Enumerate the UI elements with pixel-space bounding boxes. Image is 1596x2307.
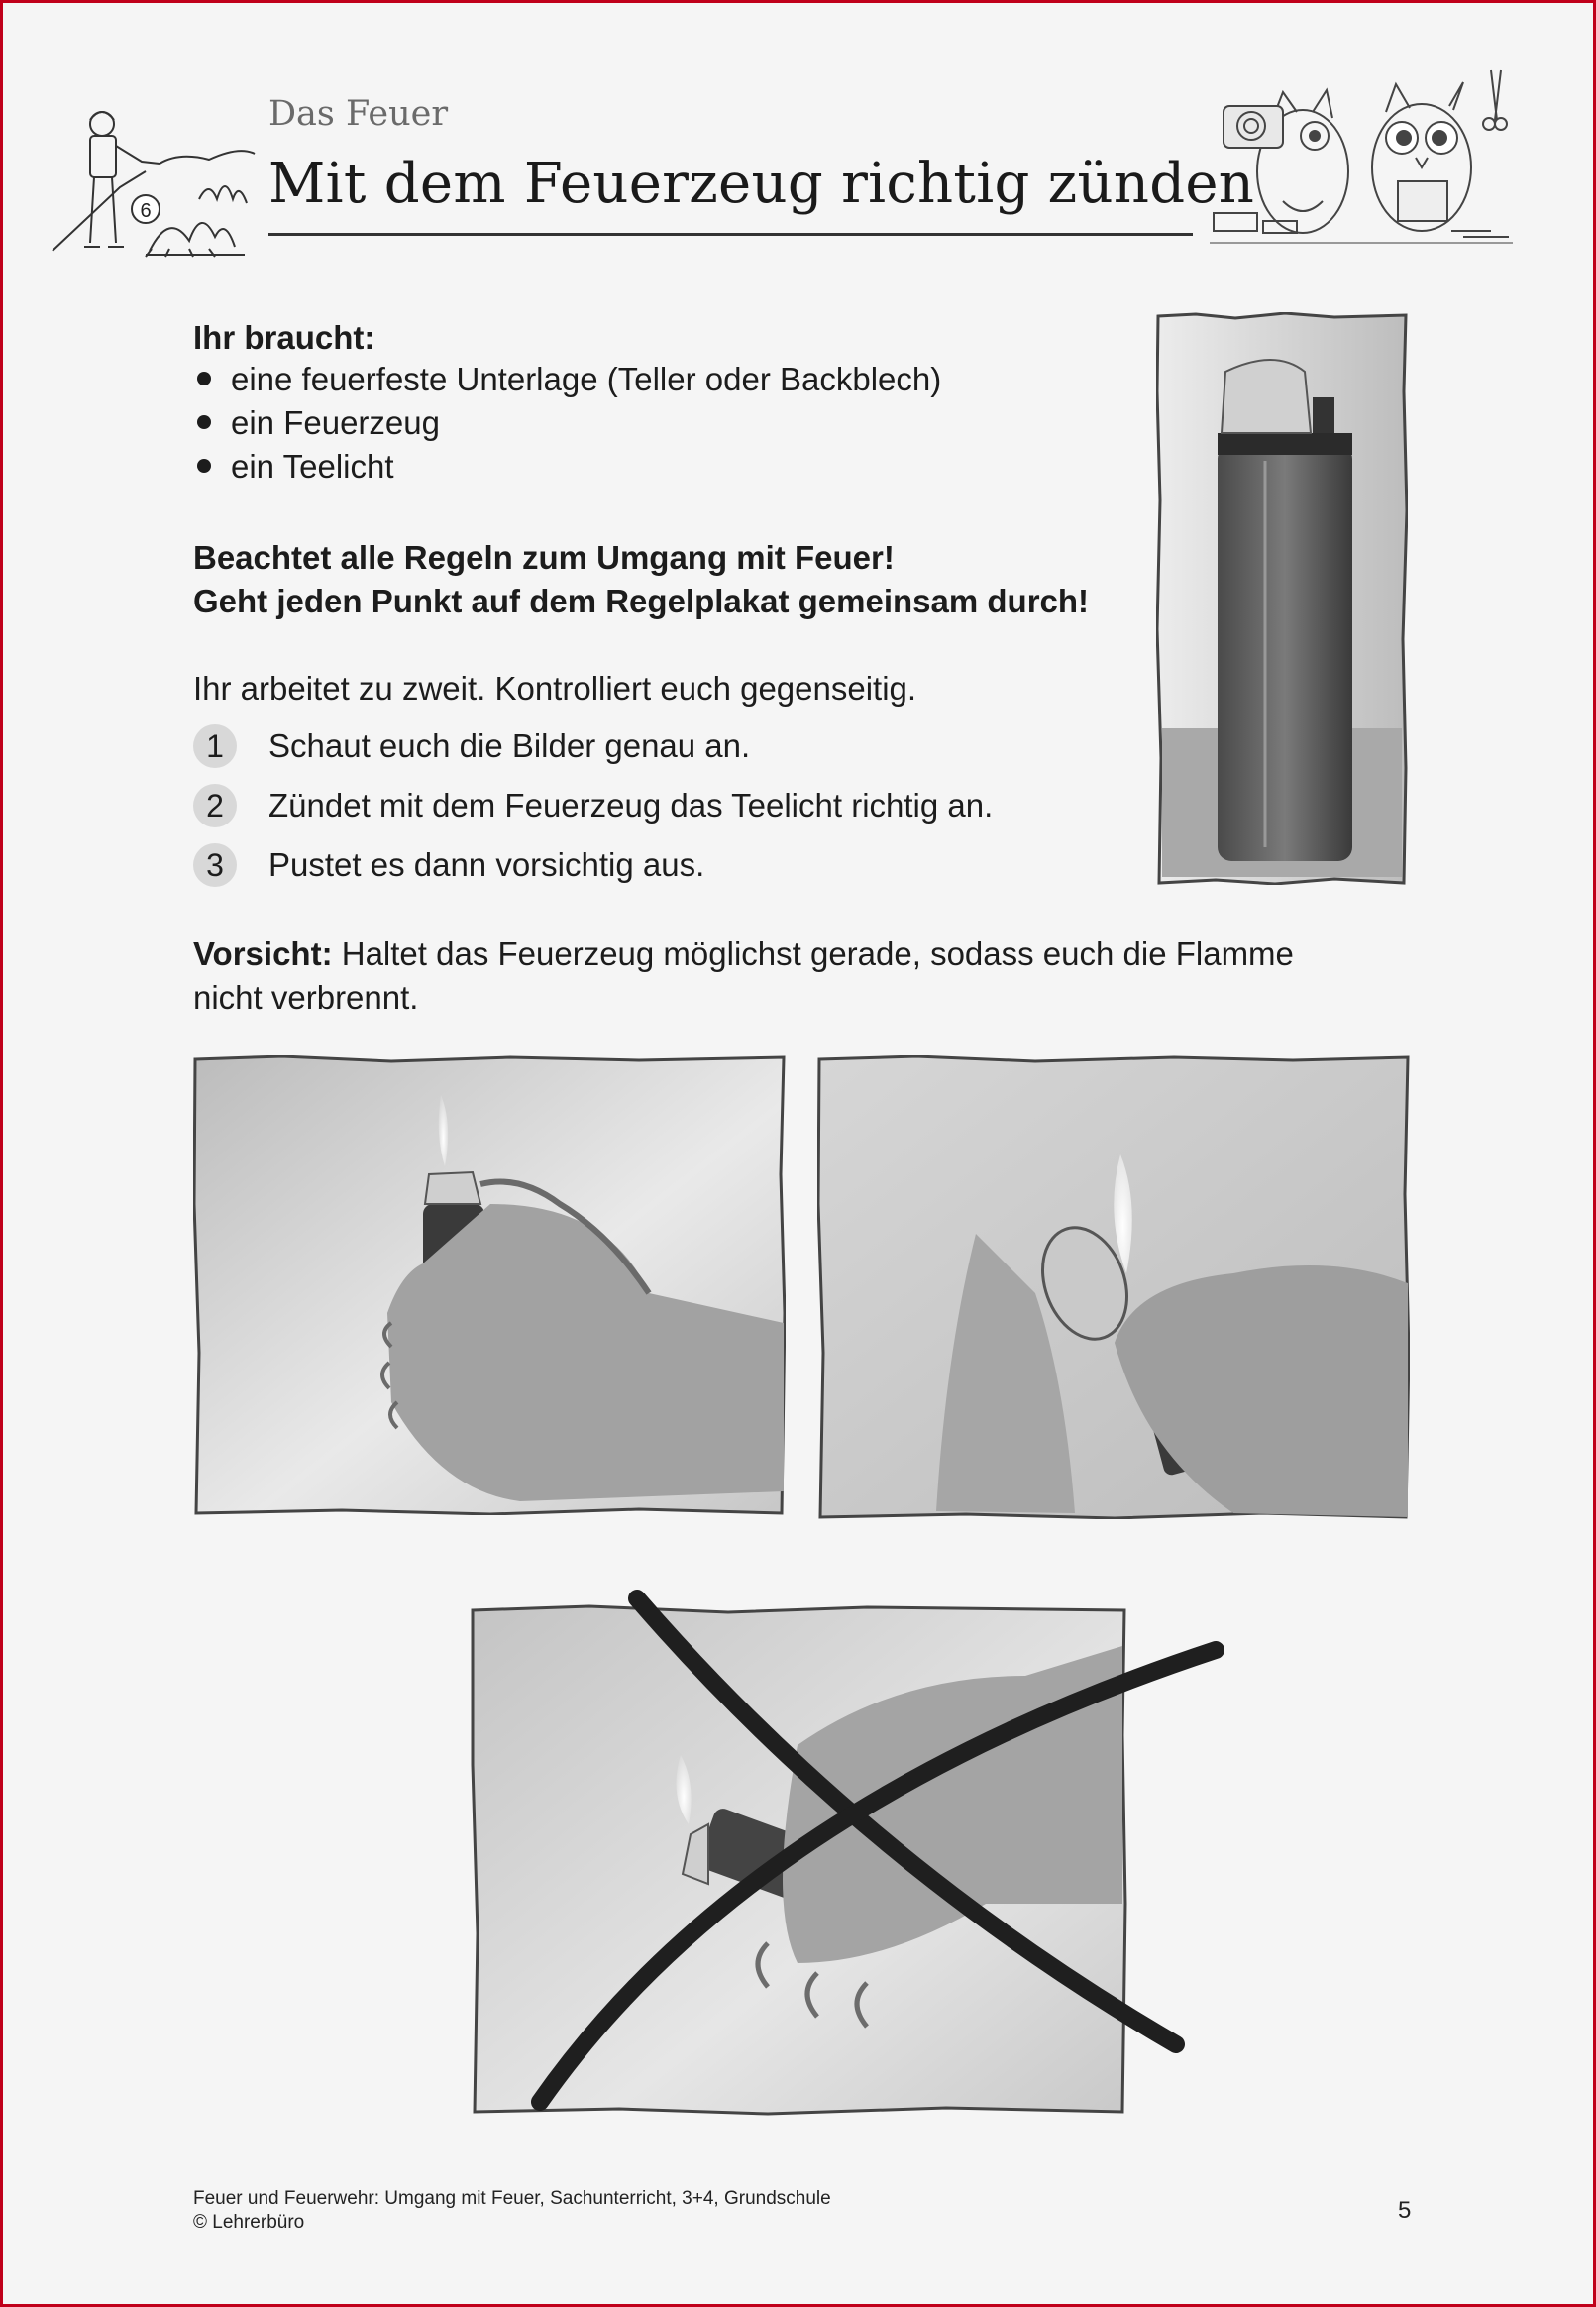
- list-item-text: eine feuerfeste Unterlage (Teller oder Backblech): [231, 361, 942, 397]
- caution-line-1: [193, 933, 1294, 976]
- materials-list: [193, 358, 941, 489]
- list-item: [193, 445, 941, 489]
- footer-copyright: © Lehrerbüro: [193, 2212, 305, 2233]
- lighting-tealight-photo: [817, 1055, 1410, 1519]
- wrong-grip-photo: [471, 1587, 1224, 2120]
- firefighter-illustration: [51, 102, 261, 261]
- title-underline: [268, 233, 1193, 236]
- list-item-text: ein Teelicht: [231, 448, 394, 485]
- step-number-badge: 1: [193, 724, 237, 768]
- rules-line-1: Beachtet alle Regeln zum Umgang mit Feuer!: [193, 539, 895, 576]
- owls-illustration: [1204, 62, 1523, 261]
- chapter-badge: 6: [140, 200, 152, 222]
- instructions-intro: Ihr arbeitet zu zweit. Kontrolliert euch gegenseitig.: [193, 670, 917, 707]
- step-number-badge: 2: [193, 784, 237, 827]
- caution-line-2: nicht verbrennt.: [193, 979, 419, 1016]
- step-number-badge: 3: [193, 843, 237, 887]
- rules-line-2: Geht jeden Punkt auf dem Regelplakat gemeinsam durch!: [193, 583, 1090, 619]
- step-text: Zündet mit dem Feuerzeug das Teelicht richtig an.: [268, 787, 994, 824]
- correct-grip-photo: [193, 1055, 786, 1515]
- bullet-icon: [197, 415, 211, 429]
- step-text: Pustet es dann vorsichtig aus.: [268, 846, 705, 883]
- bullet-icon: [197, 459, 211, 473]
- lighter-photo: [1156, 312, 1408, 885]
- list-item: [193, 401, 941, 445]
- list-item-text: ein Feuerzeug: [231, 404, 440, 441]
- footer-source: Feuer und Feuerwehr: Umgang mit Feuer, Sachunterricht, 3+4, Grundschule: [193, 2188, 831, 2209]
- list-item: [193, 358, 941, 401]
- caution-text: Haltet das Feuerzeug möglichst gerade, sodass euch die Flamme: [332, 935, 1294, 972]
- bullet-icon: [197, 372, 211, 385]
- chapter-label: Das Feuer: [268, 94, 449, 134]
- page-number: 5: [1398, 2197, 1412, 2224]
- materials-heading: Ihr braucht:: [193, 319, 375, 356]
- caution-label: Vorsicht:: [193, 935, 333, 972]
- step-text: Schaut euch die Bilder genau an.: [268, 727, 751, 764]
- page-title: Mit dem Feuerzeug richtig zünden: [268, 152, 1255, 216]
